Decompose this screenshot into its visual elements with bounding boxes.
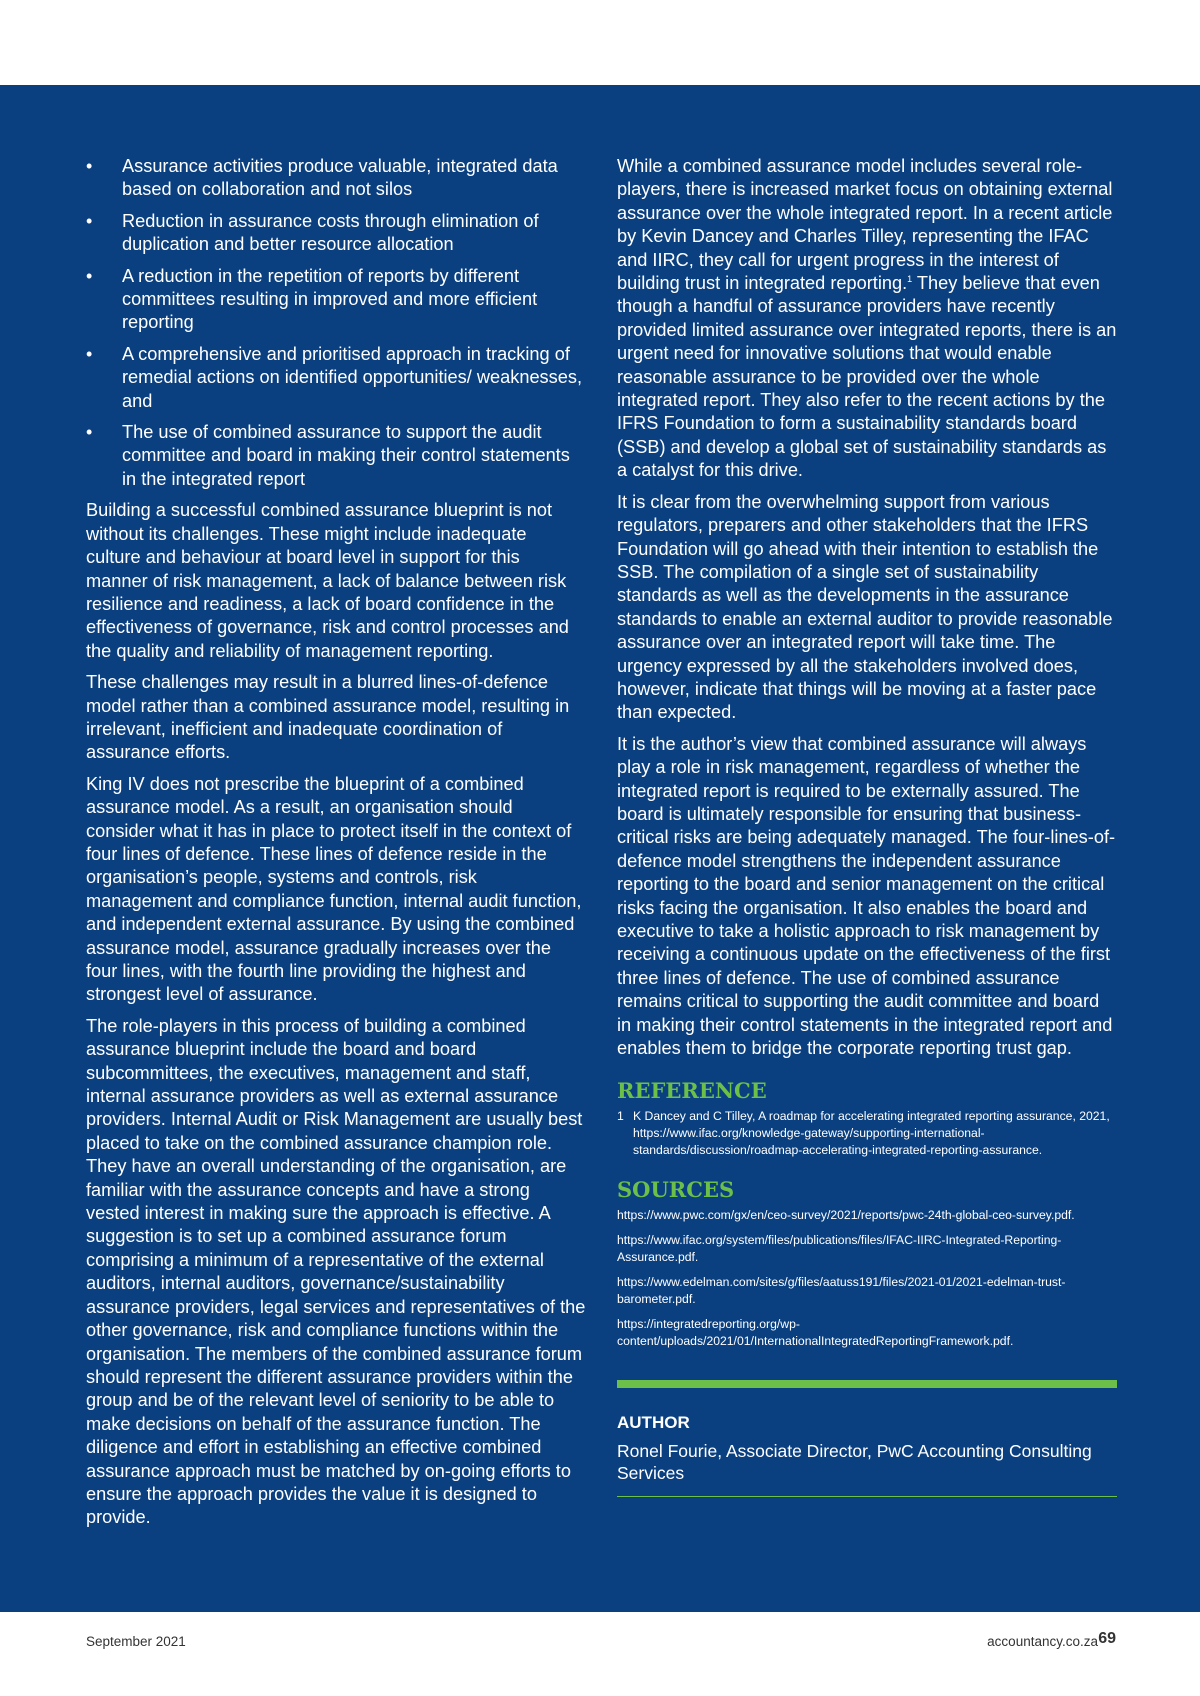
source-link[interactable]: https://www.edelman.com/sites/g/files/aatuss191/files/2021-01/2021-edelman-trust-barometer.pdf. xyxy=(617,1275,1066,1307)
bullet-icon: • xyxy=(86,265,93,286)
bullet-icon: • xyxy=(86,210,93,231)
author-underline xyxy=(617,1496,1117,1497)
list-item: • Reduction in assurance costs through elimination of duplication and better resource allocation xyxy=(86,210,539,255)
source-link[interactable]: https://www.ifac.org/system/files/publications/files/IFAC-IIRC-Integrated-Reporting-Assurance.pdf. xyxy=(617,1233,1062,1265)
bullet-icon: • xyxy=(86,422,93,443)
list-item: • Assurance activities produce valuable, integrated data based on collaboration and not silos xyxy=(86,156,558,200)
body-paragraph: It is the author’s view that combined assurance will always play a role in risk management, regardless of whether the integrated report is required to be externally assured. The board is ultimately responsible for ensuring that business-critical risks are being adequately managed. The four-lines-of-defence model strengthens the independent assurance reporting to the board and senior management on the critical risks facing the organisation. It also enables the board and executive to take a holistic approach to risk management by receiving a continuous update on the effectiveness of the first three lines of defence. The use of combined assurance remains critical to supporting the audit committee and board in making their control statements in the integrated report and enables them to bridge the corporate reporting trust gap. xyxy=(617,733,1116,1059)
author-heading: AUTHOR xyxy=(617,1413,690,1433)
sources-heading: SOURCES xyxy=(617,1177,735,1203)
author-divider xyxy=(617,1380,1117,1388)
issue-date: September 2021 xyxy=(86,1634,186,1649)
author-credit: Ronel Fourie, Associate Director, PwC Accounting Consulting Services xyxy=(617,1441,1092,1484)
source-link[interactable]: https://www.pwc.com/gx/en/ceo-survey/2021/reports/pwc-24th-global-ceo-survey.pdf. xyxy=(617,1208,1075,1223)
body-paragraph: It is clear from the overwhelming support from various regulators, preparers and other stakeholders that the IFRS Foundation will go ahead with their intention to establish the SSB. The compilation of a single set of sustainability standards as well as the developments in the assurance standards to enable an external auditor to provide reasonable assurance over an integrated report will take time. The urgency expressed by all the stakeholders involved does, however, indicate that things will be moving at a faster pace than expected. xyxy=(617,491,1113,723)
site-url[interactable]: accountancy.co.za xyxy=(987,1634,1098,1649)
bullet-icon: • xyxy=(86,343,93,364)
page-number: 69 xyxy=(1098,1630,1116,1647)
list-item: • The use of combined assurance to support the audit committee and board in making their control statements in the integrated report xyxy=(86,422,570,489)
body-paragraph: The role-players in this process of building a combined assurance blueprint include the board and board subcommittees, the executives, management and staff, internal assurance providers as well as external assurance providers. Internal Audit or Risk Management are usually best placed to take on the combined assurance champion role. They have an overall understanding of the organisation, are familiar with the assurance concepts and have a strong vested interest in making sure the approach is effective. A suggestion is to set up a combined assurance forum comprising a minimum of a representative of the external auditors, internal auditors, governance/sustainability assurance providers, legal services and representatives of the other governance, risk and compliance functions within the organisation. The members of the combined assurance forum should represent the different assurance providers within the group and be of the relevant level of seniority to be able to make decisions on behalf of the assurance function. The diligence and effort in establishing an effective combined assurance approach must be matched by on-going efforts to ensure the approach provides the value it is designed to provide. xyxy=(86,1015,586,1528)
benefits-list xyxy=(86,155,586,491)
source-link[interactable]: https://integratedreporting.org/wp-content/uploads/2021/01/InternationalIntegratedReportingFramework.pdf. xyxy=(617,1317,1014,1349)
reference-item: 1 K Dancey and C Tilley, A roadmap for accelerating integrated reporting assurance, 2021, https://www.ifac.org/knowledge-gateway/supporting-international-standards/discussion/roadmap-accelerating-integrated-reporting-assurance. xyxy=(617,1109,1110,1158)
list-item: • A reduction in the repetition of reports by different committees resulting in improved and more efficient reporting xyxy=(86,265,538,333)
footnote-marker: 1 xyxy=(907,273,913,284)
body-paragraph: While a combined assurance model includes several role-players, there is increased market focus on obtaining external assurance over the whole integrated report. In a recent article by Kevin Dancey and Charles Tilley, representing the IFAC and IIRC, they call for urgent progress in the interest of building trust in integrated reporting.$^1$ They believe that even though a handful of assurance providers have recently provided limited assurance over integrated reports, there is an urgent need for innovative solutions that would enable reasonable assurance to be provided over the whole integrated report. They also refer to the recent actions by the IFRS Foundation to form a sustainability standards board (SSB) and develop a global set of sustainability standards as a catalyst for this drive. xyxy=(617,156,1117,481)
body-paragraph: These challenges may result in a blurred lines-of-defence model rather than a combined assurance model, resulting in irrelevant, inefficient and inadequate coordination of assurance efforts. xyxy=(86,672,570,763)
reference-heading: REFERENCE xyxy=(617,1078,767,1104)
left-column xyxy=(86,155,586,1538)
body-paragraph: Building a successful combined assurance blueprint is not without its challenges. These might include inadequate culture and behaviour at board level in support for this manner of risk management, a lack of balance between risk resilience and readiness, a lack of board confidence in the effectiveness of governance, risk and control processes and the quality and reliability of management reporting. xyxy=(86,500,569,661)
right-column xyxy=(617,155,1117,1497)
reference-number: 1 xyxy=(617,1109,624,1124)
bullet-icon: • xyxy=(86,156,93,176)
list-item: • A comprehensive and prioritised approach in tracking of remedial actions on identified opportunities/ weaknesses, and xyxy=(86,343,583,411)
body-paragraph: King IV does not prescribe the blueprint of a combined assurance model. As a result, an organisation should consider what it has in place to protect itself in the context of four lines of defence. These lines of defence reside in the organisation’s people, systems and controls, risk management and compliance function, internal audit function, and independent external assurance. By using the combined assurance model, assurance gradually increases over the four lines, with the fourth line providing the highest and strongest level of assurance. xyxy=(86,773,582,1005)
